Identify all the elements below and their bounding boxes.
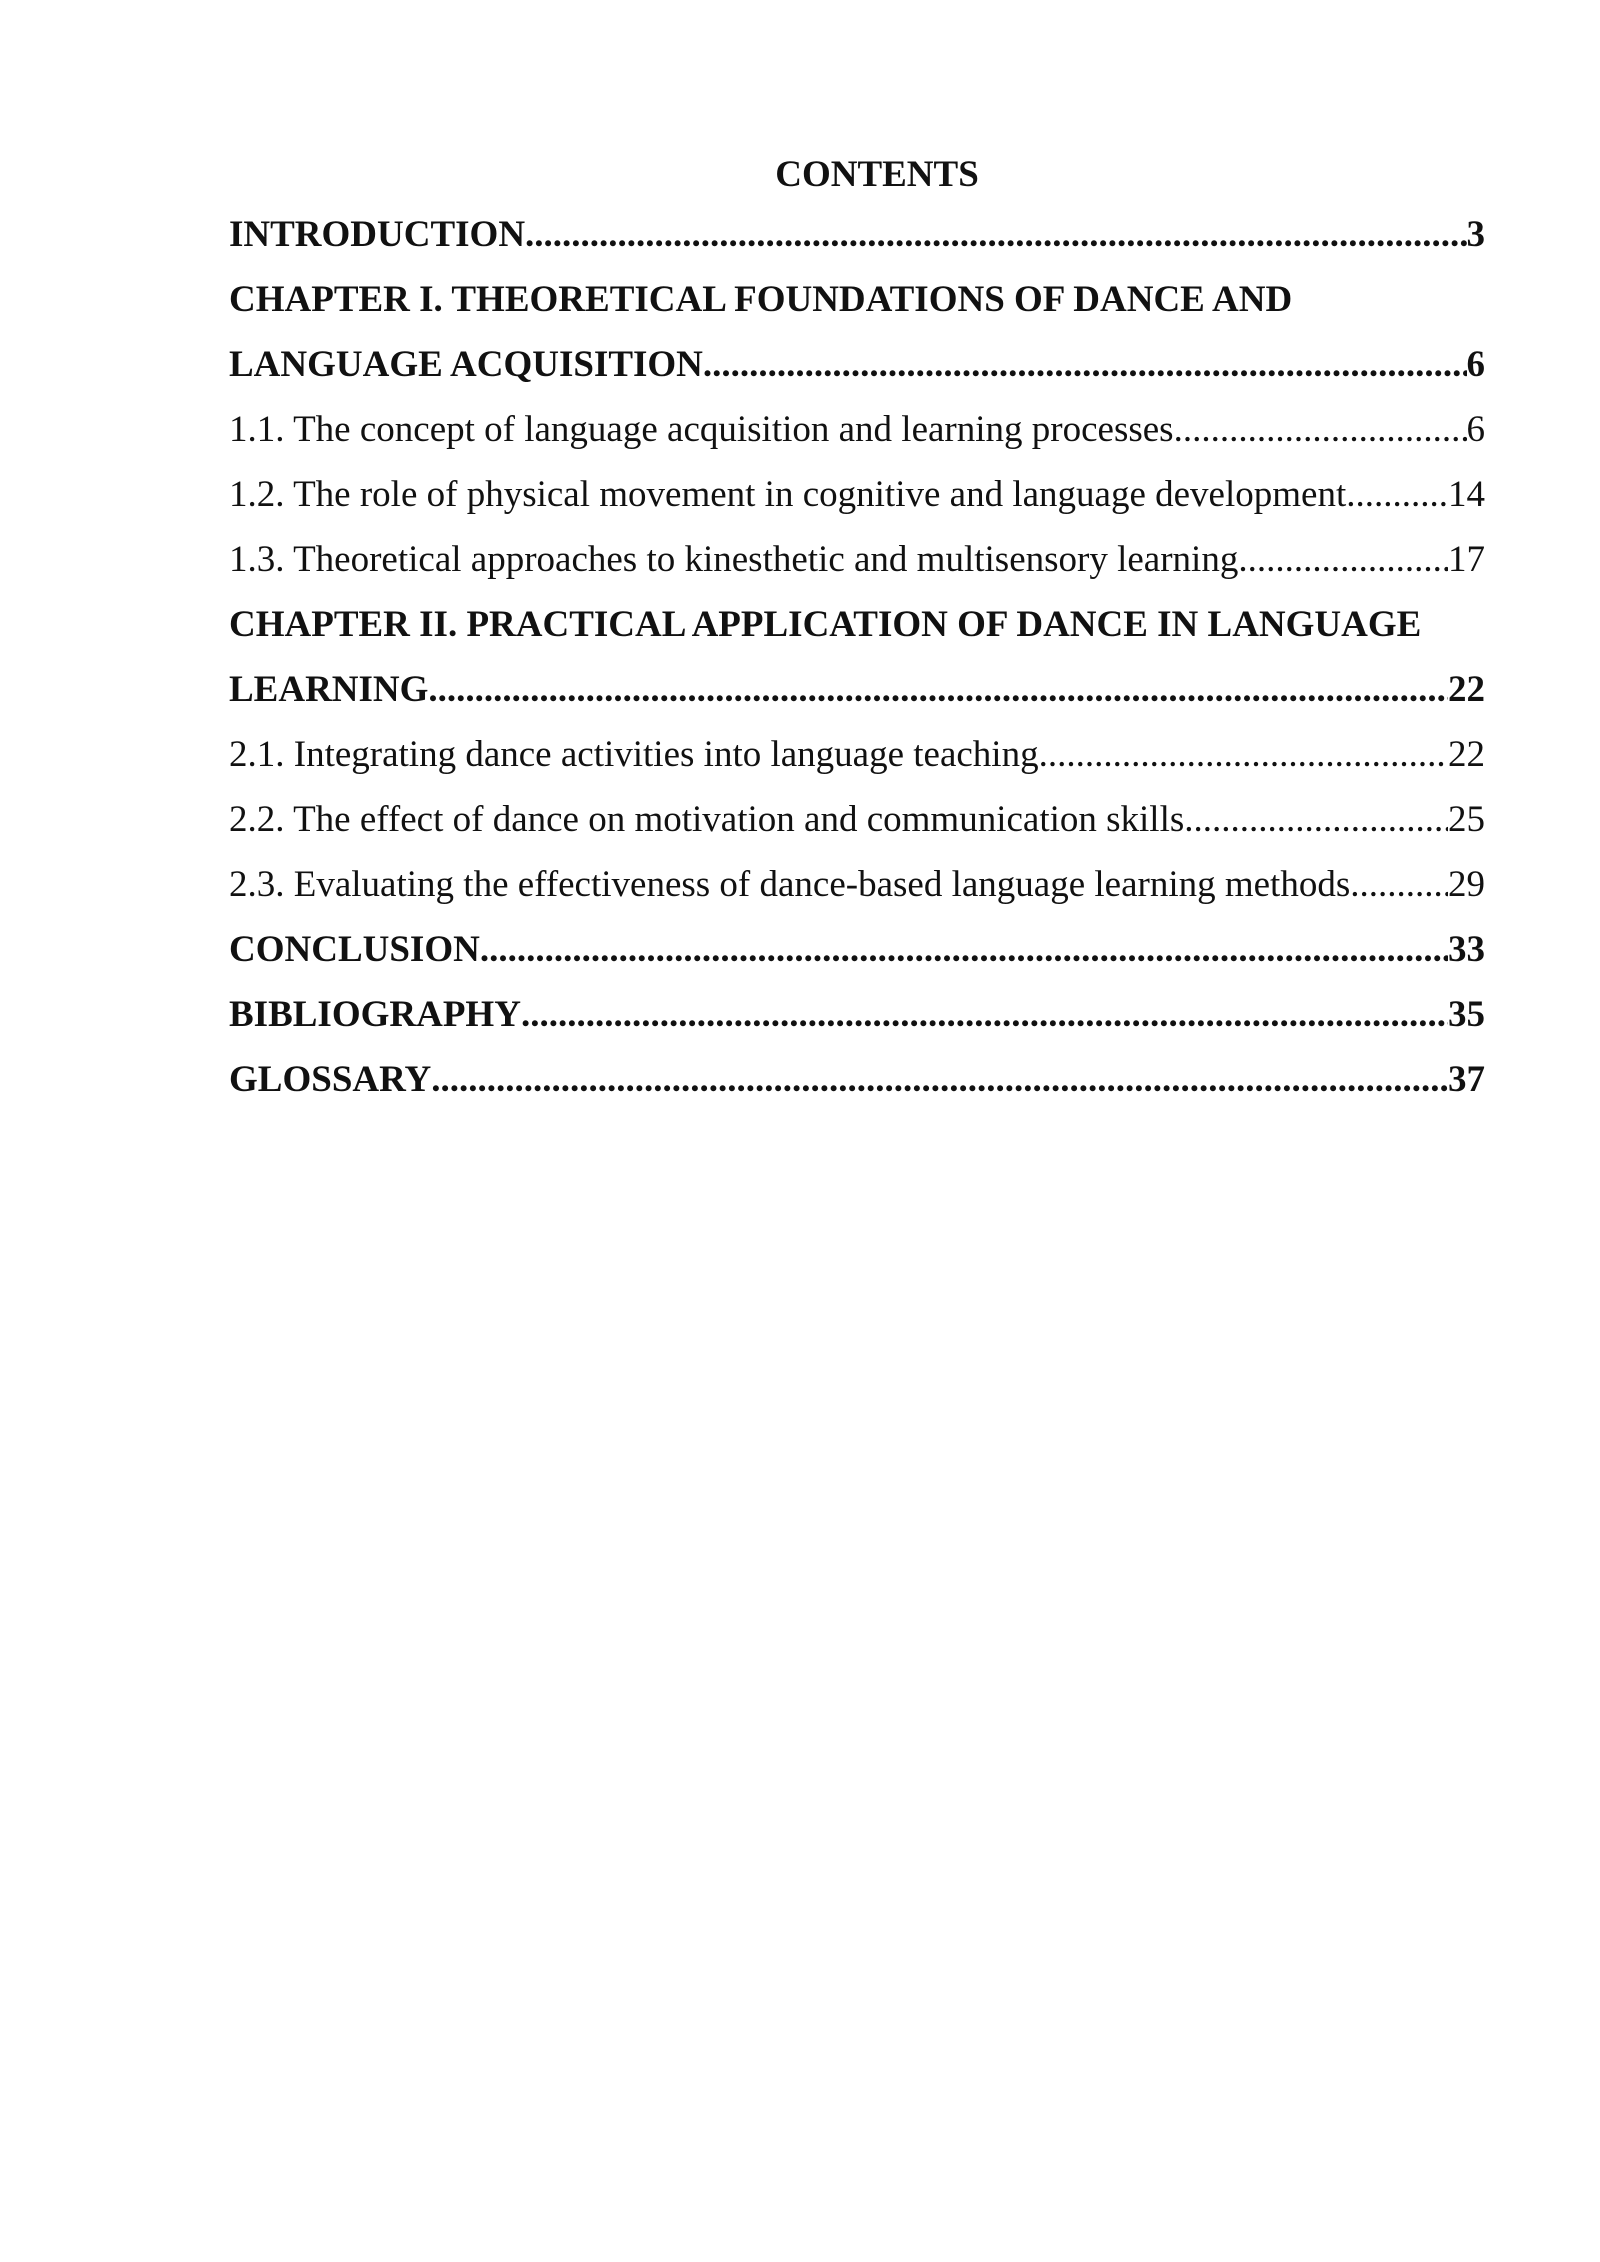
- toc-page-number: 6: [1466, 344, 1485, 385]
- toc-entry-label: 1.2. The role of physical movement in cognitive and language development: [229, 474, 1347, 515]
- toc-entry-chapter-1-heading[interactable]: [229, 267, 1485, 332]
- toc-dot-leader: [521, 982, 1448, 1047]
- toc-page-number: 29: [1448, 864, 1485, 905]
- toc-dot-leader: [431, 1047, 1448, 1112]
- toc-entry-bibliography[interactable]: [229, 982, 1485, 1047]
- toc-entry-label: CHAPTER II. PRACTICAL APPLICATION OF DANCE IN LANGUAGE: [229, 604, 1422, 645]
- toc-entry-chapter-2-heading[interactable]: [229, 592, 1485, 657]
- toc-entry-chapter-2[interactable]: [229, 657, 1485, 722]
- toc-page-number: 3: [1466, 214, 1485, 255]
- toc-entry-label: 1.3. Theoretical approaches to kinesthetic and multisensory learning: [229, 539, 1239, 580]
- toc-entry-introduction[interactable]: [229, 202, 1485, 267]
- toc-entry-section-1-1[interactable]: [229, 397, 1485, 462]
- toc-entry-section-1-3[interactable]: [229, 527, 1485, 592]
- toc-entry-section-2-1[interactable]: [229, 722, 1485, 787]
- toc-entry-section-1-2[interactable]: [229, 462, 1485, 527]
- toc-dot-leader: [480, 917, 1448, 982]
- toc-page-number: 25: [1448, 799, 1485, 840]
- toc-dot-leader: [703, 332, 1467, 397]
- toc-dot-leader: [1039, 722, 1448, 787]
- toc-entry-label: 1.1. The concept of language acquisition and learning processes: [229, 409, 1174, 450]
- toc-title: CONTENTS: [775, 154, 979, 195]
- toc-dot-leader: [1184, 787, 1448, 852]
- toc-page-number: 6: [1466, 409, 1485, 450]
- toc-entry-chapter-1[interactable]: [229, 332, 1485, 397]
- toc-entry-label: INTRODUCTION: [229, 214, 526, 255]
- toc-page-number: 14: [1448, 474, 1485, 515]
- toc-page-number: 17: [1448, 539, 1485, 580]
- toc-entry-label: 2.1. Integrating dance activities into language teaching: [229, 734, 1039, 775]
- toc-entry-section-2-3[interactable]: [229, 852, 1485, 917]
- toc-entry-label: LANGUAGE ACQUISITION: [229, 344, 703, 385]
- toc-page-number: 33: [1448, 929, 1485, 970]
- toc-entry-label: GLOSSARY: [229, 1059, 432, 1100]
- toc-entry-label: LEARNING: [229, 669, 429, 710]
- toc-entry-glossary[interactable]: [229, 1047, 1485, 1112]
- toc-dot-leader: [1238, 527, 1448, 592]
- toc-page-number: 37: [1448, 1059, 1485, 1100]
- toc-dot-leader: [1350, 852, 1448, 917]
- toc-entry-label: BIBLIOGRAPHY: [229, 994, 521, 1035]
- toc-entry-label: 2.3. Evaluating the effectiveness of dance-based language learning methods: [229, 864, 1351, 905]
- toc-dot-leader: [1174, 397, 1467, 462]
- table-of-contents: [229, 148, 1485, 1112]
- toc-page-number: 22: [1448, 734, 1485, 775]
- toc-dot-leader: [525, 202, 1466, 267]
- toc-page-number: 35: [1448, 994, 1485, 1035]
- toc-entry-section-2-2[interactable]: [229, 787, 1485, 852]
- toc-page-number: 22: [1448, 669, 1485, 710]
- toc-entry-label: CHAPTER I. THEORETICAL FOUNDATIONS OF DANCE AND: [229, 279, 1293, 320]
- toc-dot-leader: [428, 657, 1448, 722]
- toc-entry-label: CONCLUSION: [229, 929, 480, 970]
- toc-entry-label: 2.2. The effect of dance on motivation and communication skills: [229, 799, 1185, 840]
- toc-dot-leader: [1346, 462, 1448, 527]
- toc-entry-conclusion[interactable]: [229, 917, 1485, 982]
